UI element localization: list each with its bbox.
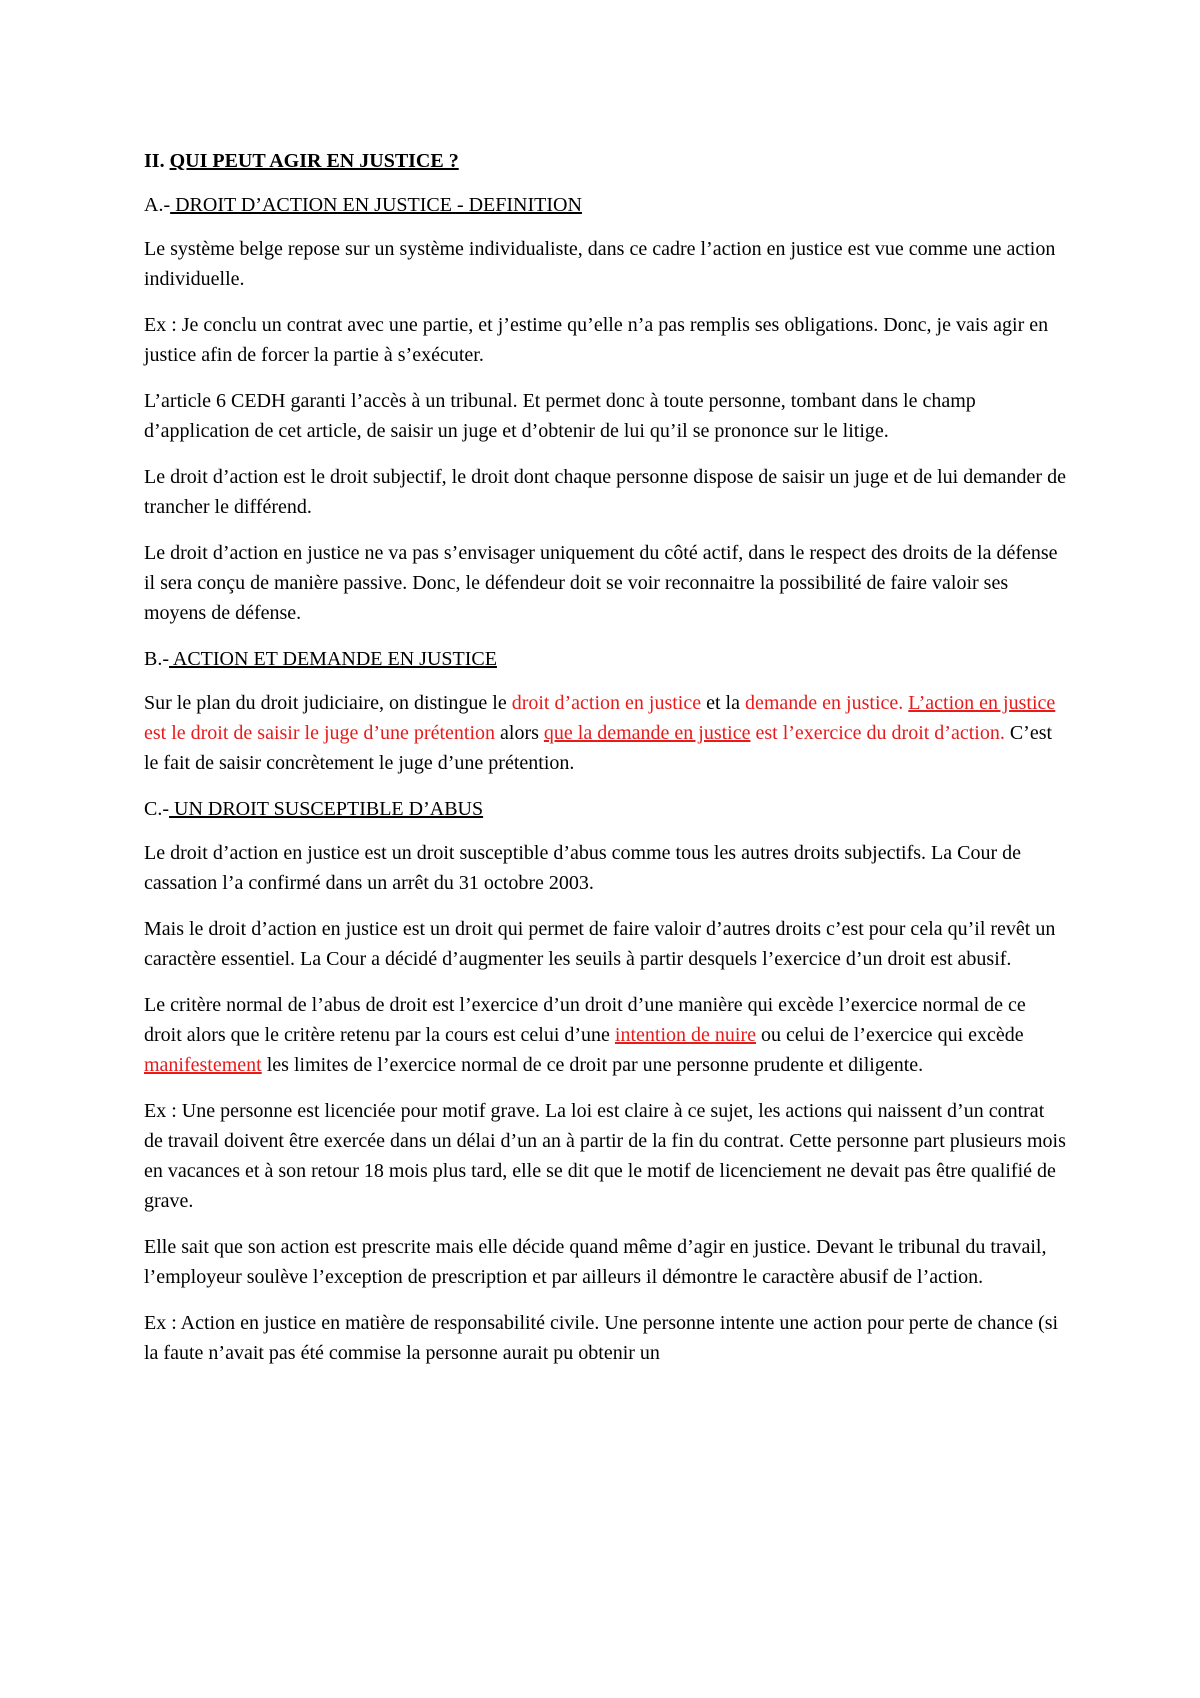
highlight-red-underlined-text: manifestement	[144, 1054, 262, 1076]
title-prefix: II.	[144, 150, 170, 172]
text-segment: C’est le fait de saisir concrètement le juge d’une prétention.	[144, 722, 1053, 774]
highlight-red-underlined-text: que la demande en justice	[543, 722, 751, 744]
highlight-red-text: est le droit de saisir le juge d’une prétention	[144, 722, 496, 744]
section-a-paragraph-3: L’article 6 CEDH garanti l’accès à un tribunal. Et permet donc à toute personne, tombant dans le champ d’application de cet article, de saisir un juge et d’obtenir de lui qu’il se prononce sur le litige.	[144, 390, 976, 442]
section-b-prefix: B.-	[144, 648, 169, 670]
highlight-red-underlined-text: L’action en justice	[908, 692, 1056, 714]
title-text: QUI PEUT AGIR EN JUSTICE ?	[169, 150, 459, 172]
section-c-paragraph-4: Ex : Une personne est licenciée pour motif grave. La loi est claire à ce sujet, les actions qui naissent d’un contrat de travail doivent être exercée dans un délai d’un an à partir de la fin du contrat. Cette personne part plusieurs mois en vacances et à son retour 18 mois plus tard, elle se dit que le motif de licenciement ne devait pas être qualifié de grave.	[144, 1100, 1066, 1212]
section-c-heading	[144, 794, 1068, 824]
highlight-red-underlined-text: intention de nuire	[614, 1024, 756, 1046]
text-segment: Sur le plan du droit judiciaire, on distingue le	[144, 692, 512, 714]
section-b-paragraph-1	[144, 688, 1068, 778]
section-a-paragraph-1: Le système belge repose sur un système individualiste, dans ce cadre l’action en justice est vue comme une action individuelle.	[144, 238, 1056, 290]
section-c-paragraph-6: Ex : Action en justice en matière de responsabilité civile. Une personne intente une action pour perte de chance (si la faute n’avait pas été commise la personne aurait pu obtenir un	[144, 1312, 1059, 1364]
section-a-paragraph-5: Le droit d’action en justice ne va pas s’envisager uniquement du côté actif, dans le respect des droits de la défense il sera conçu de manière passive. Donc, le défendeur doit se voir reconnaitre la possibilité de faire valoir ses moyens de défense.	[144, 542, 1058, 624]
text-segment: ou celui de l’exercice qui excède	[756, 1024, 1024, 1046]
text-segment: Le critère normal de l’abus de droit est l’exercice d’un droit d’une manière qui excède l’exercice normal de ce droit alors que le critère retenu par la cours est celui d’une	[144, 994, 1026, 1046]
section-a-paragraph-4: Le droit d’action est le droit subjectif, le droit dont chaque personne dispose de saisir un juge et de lui demander de trancher le différend.	[144, 466, 1066, 518]
highlight-red-text: est l’exercice du droit d’action.	[750, 722, 1005, 744]
section-a-title: DROIT D’ACTION EN JUSTICE - DEFINITION	[170, 194, 582, 216]
section-c-prefix: C.-	[144, 798, 169, 820]
text-segment: et la	[701, 692, 745, 714]
page-title	[144, 146, 1068, 176]
section-a-heading	[144, 190, 1068, 220]
section-a-prefix: A.-	[144, 194, 171, 216]
section-c-title: UN DROIT SUSCEPTIBLE D’ABUS	[169, 798, 484, 820]
highlight-red-text: droit d’action en justice	[511, 692, 702, 714]
section-b-title: ACTION ET DEMANDE EN JUSTICE	[169, 648, 497, 670]
section-c-paragraph-3	[144, 990, 1068, 1080]
text-segment: les limites de l’exercice normal de ce droit par une personne prudente et diligente.	[261, 1054, 924, 1076]
section-a-paragraph-2: Ex : Je conclu un contrat avec une partie, et j’estime qu’elle n’a pas remplis ses obligations. Donc, je vais agir en justice afin de forcer la partie à s’exécuter.	[144, 314, 1049, 366]
section-c-paragraph-2: Mais le droit d’action en justice est un droit qui permet de faire valoir d’autres droits c’est pour cela qu’il revêt un caractère essentiel. La Cour a décidé d’augmenter les seuils à partir desquels l’exercice d’un droit est abusif.	[144, 918, 1056, 970]
section-c-paragraph-1: Le droit d’action en justice est un droit susceptible d’abus comme tous les autres droits subjectifs. La Cour de cassation l’a confirmé dans un arrêt du 31 octobre 2003.	[144, 842, 1022, 894]
highlight-red-text: demande en justice.	[744, 692, 904, 714]
section-b-heading	[144, 644, 1068, 674]
section-c-paragraph-5: Elle sait que son action est prescrite mais elle décide quand même d’agir en justice. Devant le tribunal du travail, l’employeur soulève l’exception de prescription et par ailleurs il démontre le caractère abusif de l’action.	[144, 1236, 1047, 1288]
text-segment: alors	[495, 722, 544, 744]
